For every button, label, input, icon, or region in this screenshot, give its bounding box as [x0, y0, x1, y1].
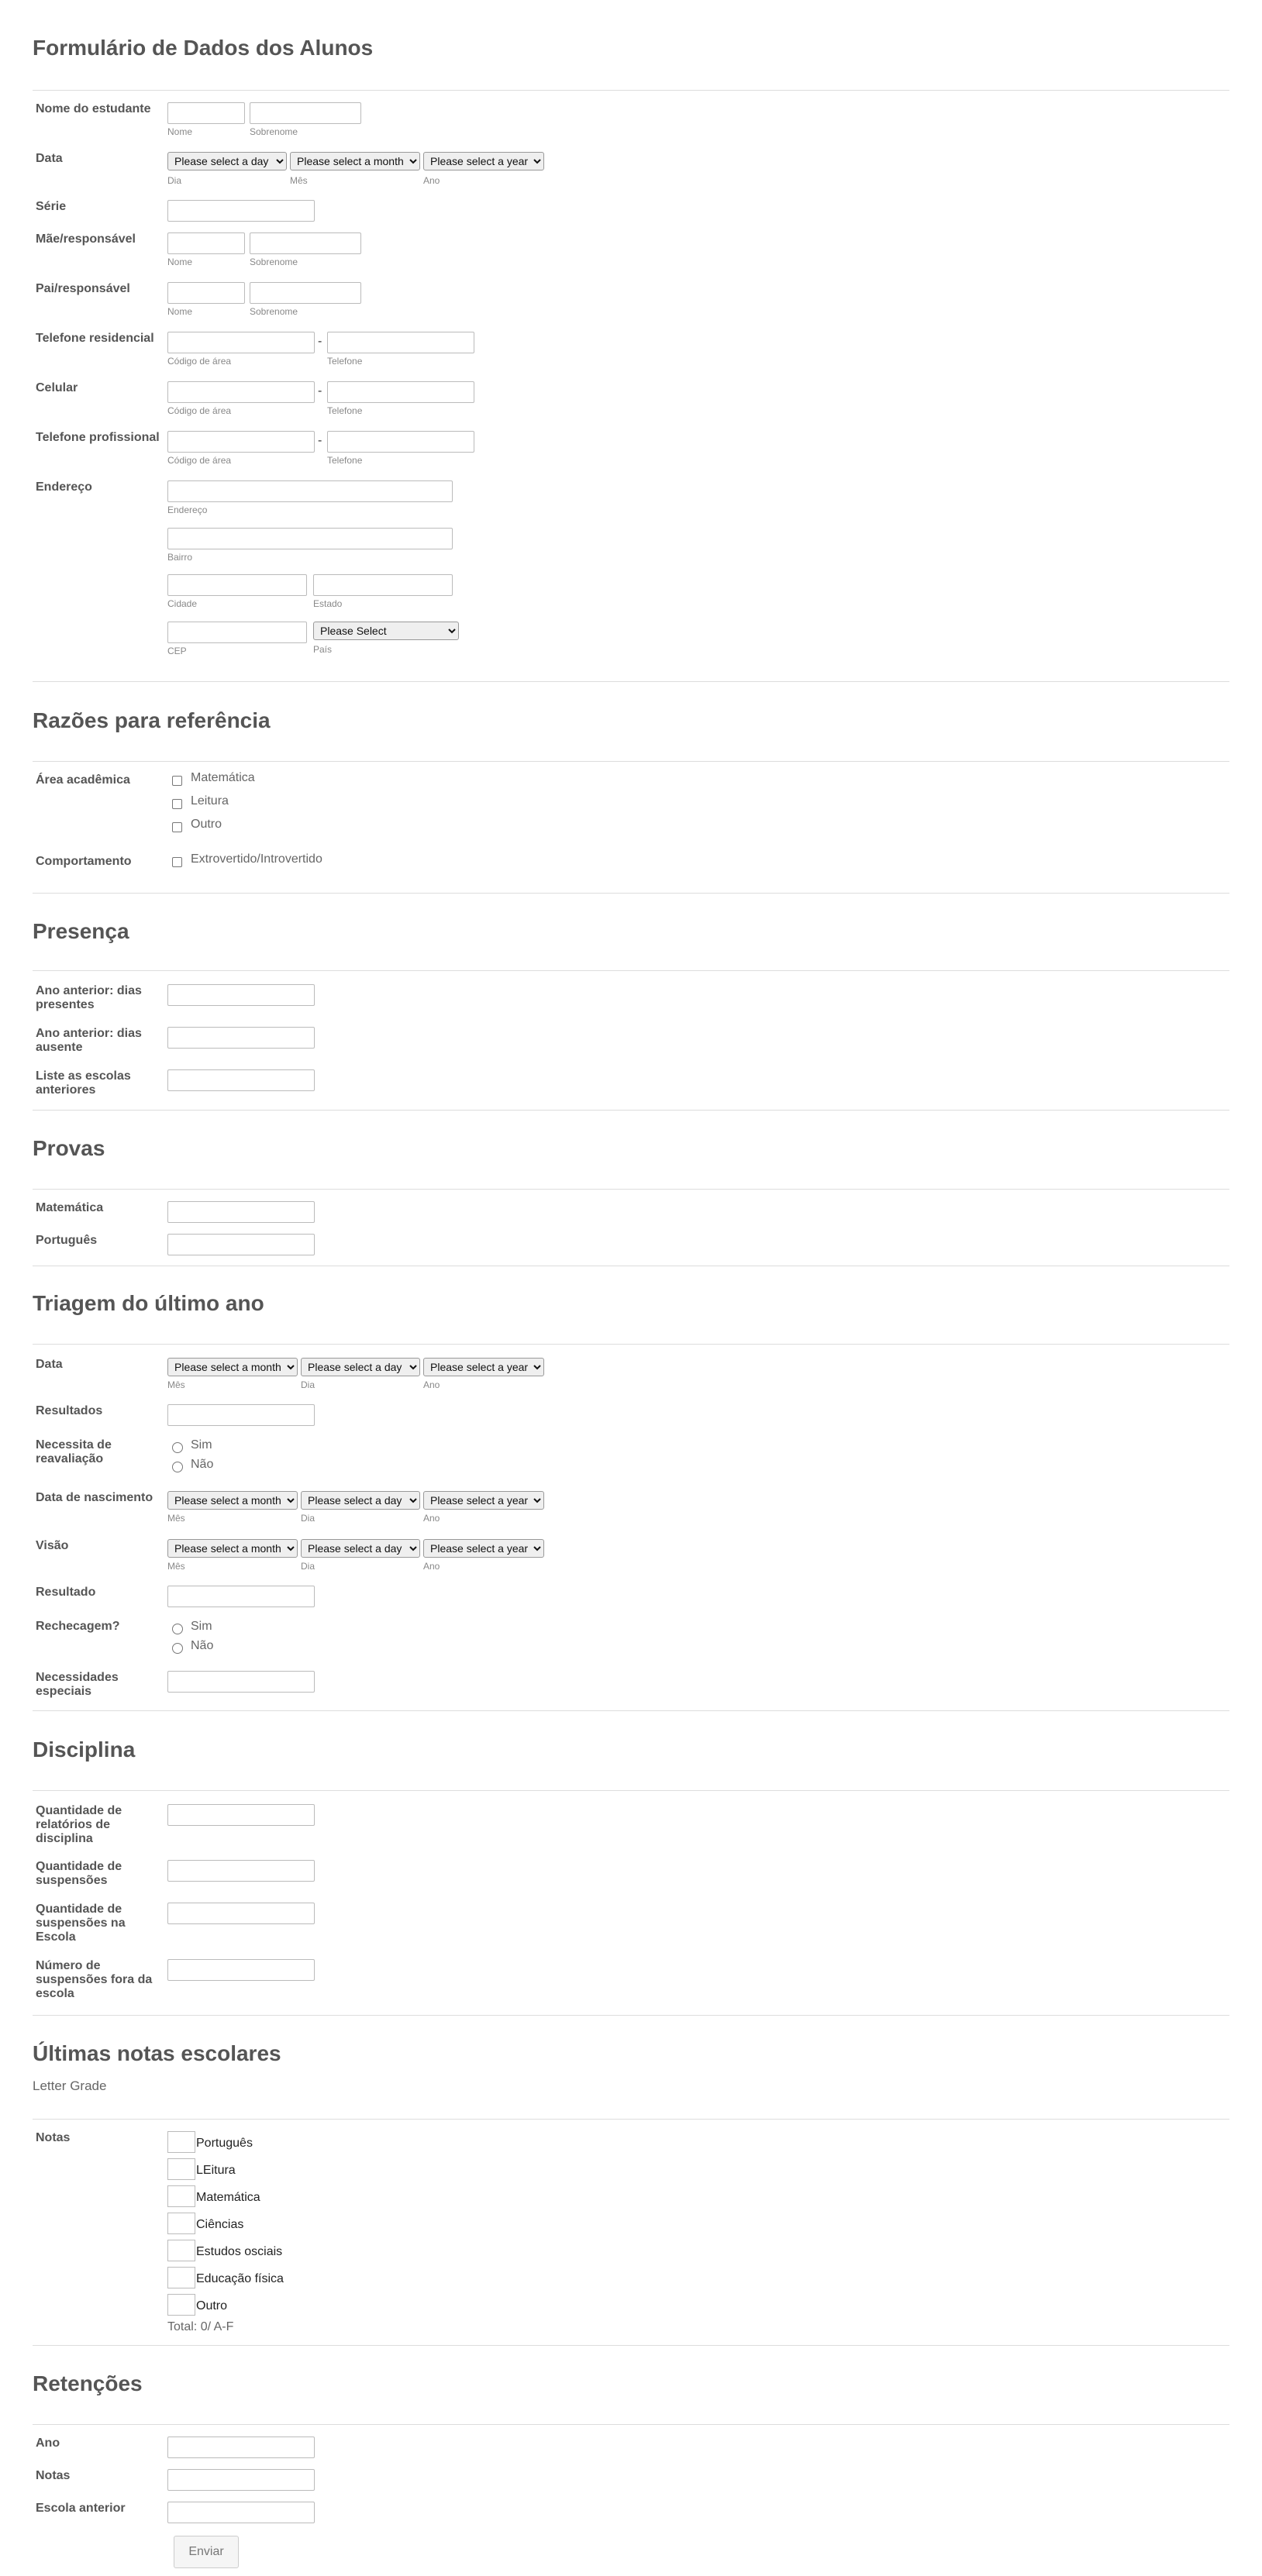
retention-grades-input[interactable] — [167, 2469, 315, 2491]
cell-phone-area-sub: Código de área — [167, 405, 232, 416]
address-city-sub: Cidade — [167, 598, 198, 609]
recheck-option-yes: Sim — [191, 1620, 212, 1633]
screening-date-month-select[interactable] — [167, 1358, 298, 1376]
grade-level-input[interactable] — [167, 200, 315, 222]
grade-input-other[interactable] — [167, 2294, 228, 2316]
behavior-label: Comportamento — [36, 855, 132, 868]
date-label: Data — [36, 152, 63, 165]
address-zip-sub: CEP — [167, 646, 187, 656]
divider — [33, 1189, 1229, 1190]
screening-date-day-select[interactable] — [301, 1358, 420, 1376]
mother-last-name-sub: Sobrenome — [250, 257, 298, 267]
previous-schools-input[interactable] — [167, 1069, 315, 1091]
grade-input-social-studies[interactable] — [167, 2240, 283, 2261]
phone-dash: - — [318, 335, 322, 348]
discipline-title: Disciplina — [33, 1737, 136, 1762]
tests-portuguese-input[interactable] — [167, 1234, 315, 1255]
birth-date-label: Data de nascimento — [36, 1491, 153, 1504]
screening-date-year-select[interactable] — [423, 1358, 544, 1376]
student-last-name-sub: Sobrenome — [250, 126, 298, 137]
grade-label-pe: Educação física — [196, 2272, 284, 2285]
home-phone-number-sub: Telefone — [327, 356, 363, 367]
cell-phone-number-input[interactable] — [327, 381, 474, 403]
tests-math-input[interactable] — [167, 1201, 315, 1223]
out-school-suspensions-label: Número de suspensões fora da escola — [36, 1959, 153, 2000]
date-year-select[interactable] — [423, 152, 544, 170]
birth-year-sub: Ano — [423, 1513, 440, 1524]
screening-date-month-sub: Mês — [167, 1379, 185, 1390]
recheck-label: Rechecagem? — [36, 1620, 120, 1633]
retention-year-input[interactable] — [167, 2437, 315, 2458]
screening-date-year-sub: Ano — [423, 1379, 440, 1390]
divider — [33, 1344, 1229, 1345]
mother-last-name-input[interactable] — [250, 232, 361, 254]
grades-total-prefix: Total: — [167, 2320, 198, 2333]
mother-first-name-input[interactable] — [167, 232, 245, 254]
mother-first-name-sub: Nome — [167, 257, 193, 267]
birth-year-select[interactable] — [423, 1491, 544, 1510]
screening-results-label: Resultados — [36, 1404, 103, 1417]
grade-label-social-studies: Estudos osciais — [196, 2245, 283, 2258]
date-month-sub: Mês — [290, 175, 308, 186]
phone-dash: - — [318, 384, 322, 398]
screening-results-input[interactable] — [167, 1404, 315, 1426]
cell-phone-number-sub: Telefone — [327, 405, 363, 416]
date-day-sub: Dia — [167, 175, 182, 186]
home-phone-label: Telefone residencial — [36, 332, 154, 345]
divider — [33, 2119, 1229, 2120]
grades-total-value: 0/ — [200, 2320, 212, 2333]
address-street-sub: Endereço — [167, 505, 208, 515]
address-city-input[interactable] — [167, 574, 307, 596]
result-input[interactable] — [167, 1586, 315, 1607]
special-needs-label: Necessidades especiais — [36, 1671, 119, 1698]
grade-label-portuguese: Português — [196, 2137, 253, 2150]
vision-year-sub: Ano — [423, 1561, 440, 1572]
divider — [33, 681, 1229, 682]
reevaluation-label: Necessita de reavaliação — [36, 1438, 112, 1465]
father-first-name-input[interactable] — [167, 282, 245, 304]
birth-month-sub: Mês — [167, 1513, 185, 1524]
father-label: Pai/responsável — [36, 282, 130, 295]
grade-label-math: Matemática — [196, 2191, 260, 2204]
student-first-name-sub: Nome — [167, 126, 193, 137]
divider — [33, 90, 1229, 91]
address-street-input[interactable] — [167, 480, 453, 502]
grade-input-reading[interactable] — [167, 2158, 236, 2180]
present-days-input[interactable] — [167, 984, 315, 1006]
reevaluation-radio-yes[interactable] — [172, 1442, 183, 1453]
retentions-title: Retenções — [33, 2371, 143, 2395]
in-school-suspensions-label: Quantidade de suspensões na Escola — [36, 1903, 126, 1944]
cell-phone-label: Celular — [36, 381, 78, 394]
divider — [33, 2424, 1229, 2425]
work-phone-label: Telefone profissional — [36, 431, 160, 444]
divider — [33, 1710, 1229, 1711]
present-days-label: Ano anterior: dias presentes — [36, 984, 142, 1011]
student-name-label: Nome do estudante — [36, 102, 151, 115]
vision-month-sub: Mês — [167, 1561, 185, 1572]
vision-day-sub: Dia — [301, 1561, 316, 1572]
date-month-select[interactable] — [290, 152, 420, 170]
academic-option-reading: Leitura — [191, 794, 229, 808]
birth-day-select[interactable] — [301, 1491, 420, 1510]
tests-portuguese-label: Português — [36, 1234, 98, 1247]
discipline-reports-label: Quantidade de relatórios de disciplina — [36, 1804, 122, 1845]
previous-schools-label: Liste as escolas anteriores — [36, 1069, 131, 1097]
behavior-checkbox[interactable] — [172, 857, 182, 867]
submit-button[interactable]: Enviar — [174, 2536, 239, 2568]
reevaluation-option-yes: Sim — [191, 1438, 212, 1452]
divider — [33, 1110, 1229, 1111]
previous-school-label: Escola anterior — [36, 2502, 126, 2515]
academic-checkbox-other[interactable] — [172, 822, 182, 832]
tests-title: Provas — [33, 1136, 105, 1160]
work-phone-number-sub: Telefone — [327, 455, 363, 466]
student-first-name-input[interactable] — [167, 102, 245, 124]
divider — [33, 1790, 1229, 1791]
special-needs-input[interactable] — [167, 1671, 315, 1693]
grades-total-suffix: A-F — [213, 2320, 234, 2333]
address-country-select[interactable] — [313, 622, 459, 640]
mother-label: Mãe/responsável — [36, 232, 136, 246]
attendance-title: Presença — [33, 919, 129, 943]
phone-dash: - — [318, 434, 322, 447]
screening-date-label: Data — [36, 1358, 63, 1371]
grades-title: Últimas notas escolares — [33, 2041, 281, 2065]
grade-label-science: Ciências — [196, 2218, 244, 2231]
address-district-sub: Bairro — [167, 552, 193, 563]
father-last-name-input[interactable] — [250, 282, 361, 304]
grade-level-label: Série — [36, 200, 67, 213]
academic-option-math: Matemática — [191, 771, 255, 784]
recheck-radio-no[interactable] — [172, 1643, 183, 1654]
grade-label-reading: LEitura — [196, 2164, 236, 2177]
address-district-input[interactable] — [167, 528, 453, 549]
out-school-suspensions-input[interactable] — [167, 1959, 315, 1981]
work-phone-area-sub: Código de área — [167, 455, 232, 466]
work-phone-number-input[interactable] — [327, 431, 474, 453]
retention-year-label: Ano — [36, 2437, 60, 2450]
grade-input-science[interactable] — [167, 2213, 244, 2234]
page-title: Formulário de Dados dos Alunos — [33, 36, 374, 60]
student-last-name-input[interactable] — [250, 102, 361, 124]
grades-label: Notas — [36, 2131, 71, 2144]
academic-checkbox-math[interactable] — [172, 776, 182, 786]
absent-days-input[interactable] — [167, 1027, 315, 1049]
birth-month-select[interactable] — [167, 1491, 298, 1510]
cell-phone-area-input[interactable] — [167, 381, 315, 403]
grade-input-portuguese[interactable] — [167, 2131, 253, 2153]
grade-input-math[interactable] — [167, 2185, 260, 2207]
tests-math-label: Matemática — [36, 1201, 104, 1214]
divider — [33, 970, 1229, 971]
result-label: Resultado — [36, 1586, 96, 1599]
vision-month-select[interactable] — [167, 1539, 298, 1558]
behavior-option: Extrovertido/Introvertido — [191, 852, 322, 866]
address-label: Endereço — [36, 480, 92, 494]
referral-title: Razões para referência — [33, 708, 271, 732]
screening-title: Triagem do último ano — [33, 1291, 264, 1315]
father-first-name-sub: Nome — [167, 306, 193, 317]
suspensions-input[interactable] — [167, 1860, 315, 1882]
absent-days-label: Ano anterior: dias ausente — [36, 1027, 142, 1054]
suspensions-label: Quantidade de suspensões — [36, 1860, 122, 1887]
grade-input-pe[interactable] — [167, 2267, 284, 2288]
address-country-sub: País — [313, 644, 333, 655]
reevaluation-option-no: Não — [191, 1458, 214, 1471]
date-day-select[interactable] — [167, 152, 287, 170]
academic-option-other: Outro — [191, 818, 222, 831]
discipline-reports-input[interactable] — [167, 1804, 315, 1826]
vision-day-select[interactable] — [301, 1539, 420, 1558]
divider — [33, 893, 1229, 894]
divider — [33, 761, 1229, 762]
screening-date-day-sub: Dia — [301, 1379, 316, 1390]
grades-total — [167, 2320, 233, 2334]
home-phone-area-sub: Código de área — [167, 356, 232, 367]
vision-year-select[interactable] — [423, 1539, 544, 1558]
grade-label-other: Outro — [196, 2299, 228, 2313]
address-zip-input[interactable] — [167, 622, 307, 643]
retention-grades-label: Notas — [36, 2469, 71, 2482]
home-phone-number-input[interactable] — [327, 332, 474, 353]
father-last-name-sub: Sobrenome — [250, 306, 298, 317]
date-year-sub: Ano — [423, 175, 440, 186]
birth-day-sub: Dia — [301, 1513, 316, 1524]
previous-school-input[interactable] — [167, 2502, 315, 2523]
academic-checkbox-reading[interactable] — [172, 799, 182, 809]
reevaluation-radio-no[interactable] — [172, 1462, 183, 1472]
recheck-radio-yes[interactable] — [172, 1624, 183, 1634]
academic-label: Área acadêmica — [36, 773, 130, 787]
grades-subtitle: Letter Grade — [33, 2078, 107, 2093]
vision-label: Visão — [36, 1539, 69, 1552]
divider — [33, 2345, 1229, 2346]
work-phone-area-input[interactable] — [167, 431, 315, 453]
in-school-suspensions-input[interactable] — [167, 1903, 315, 1924]
address-state-input[interactable] — [313, 574, 453, 596]
address-state-sub: Estado — [313, 598, 343, 609]
divider — [33, 2015, 1229, 2016]
home-phone-area-input[interactable] — [167, 332, 315, 353]
recheck-option-no: Não — [191, 1639, 214, 1652]
